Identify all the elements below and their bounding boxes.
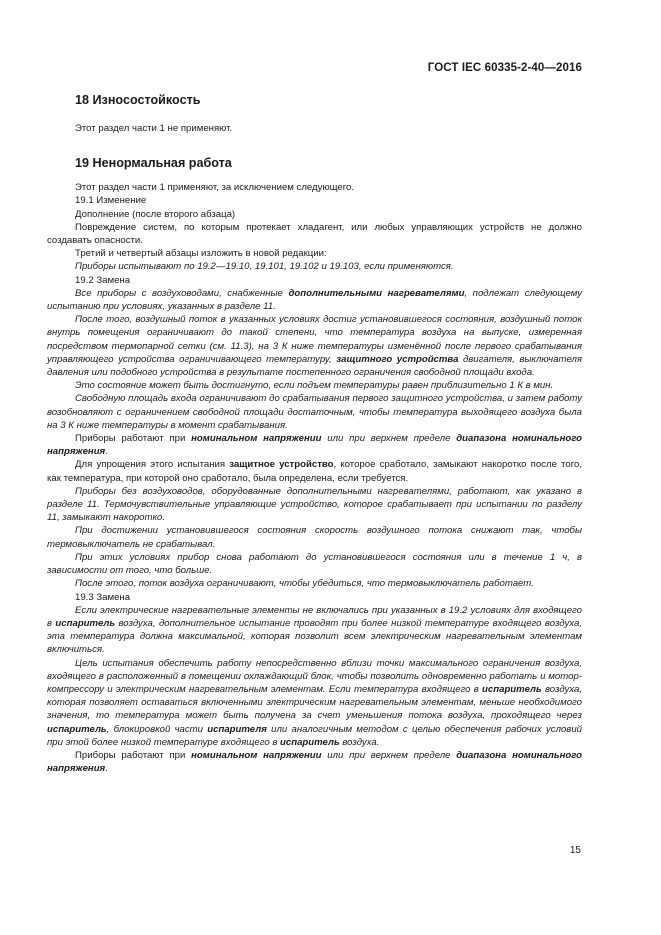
- paragraph-italic: Это состояние может быть достигнуто, если подъем температуры равен приблизительно 1 К в мин.: [75, 380, 554, 392]
- page-number: 15: [569, 845, 581, 856]
- section-19-intro: Этот раздел части 1 применяют, за исключением следующего.: [75, 182, 355, 194]
- section-18-title: 18 Износостойкость: [75, 93, 201, 107]
- paragraph-italic: При достижении установившегося состояния скорость воздушного потока снижают так, чтобы термовыключатель не срабатывал.: [47, 525, 582, 550]
- paragraph-italic: Цель испытания обеспечить работу непосредственно вблизи точки максимального ограничения воздуха, входящего в расположенный в помещении охлаждающий блок, чтобы позволить одновременно работать и мотор-компрессору и электрическим нагревательным элементам. Если температура входящего в испаритель воздуха, которая позволяет оставаться включенными электрическим нагревательным элементам, меньше необходимого значения, то температура может быть получена за счет уменьшения потока воздуха, проходящего через испаритель, блокировкой части испарителя или аналогичным методом с целью обеспечения рабочих условий при этой более низкой температуре входящего в испаритель воздуха.: [47, 657, 582, 748]
- subsection-19-1-head: 19.1 Изменение: [75, 195, 147, 207]
- paragraph: Приборы работают при номинальном напряжении или при верхнем пределе диапазона номинального напряжения.: [47, 433, 582, 458]
- paragraph-italic: Свободную площадь входа ограничивают до срабатывания первого защитного устройства, и затем работу возобновляют с ограничением свободной площади достаточным, чтобы температура выходящего воздуха была на 3 К ниже температуры в момент срабатывания.: [47, 393, 582, 431]
- paragraph: Приборы работают при номинальном напряжении или при верхнем пределе диапазона номинального напряжения.: [47, 749, 582, 775]
- paragraph-italic: Все приборы с воздуховодами, снабженные дополнительными нагревателями, подлежат следующему испытанию при условиях, указанных в разделе 11.: [47, 287, 582, 313]
- paragraph: Для упрощения этого испытания защитное устройство, которое сработало, замыкают накоротко после того, как температура, при которой оно сработало, была определена, если требуется.: [47, 459, 582, 484]
- paragraph-italic: Приборы испытывают по 19.2—19.10, 19.101, 19.102 и 19.103, если применяются.: [75, 261, 454, 273]
- paragraph-italic: Приборы без воздуховодов, оборудованные дополнительными нагревателями, работают, как указано в разделе 11. Термочувствительные управляющие устройство, которое срабатывает при испытании по разделу 11, замыкают накоротко.: [47, 485, 582, 524]
- section-19-title: 19 Ненормальная работа: [75, 156, 232, 171]
- section-18-text: Этот раздел части 1 не применяют.: [75, 123, 233, 134]
- paragraph-italic: После того, воздушный поток в указанных условиях достиг установившегося состояния, воздушный поток внутрь помещения ограничивают до такой степени, что температура воздуха на выпуске, измеренная посредством термопарной сетки (см. 11.3), на 3 К ниже температуры изменённой после первого срабатывания управляющего устройства ограничивающего температуру, защитного устройства двигателя, выключателя давления или подобного устройства в результате постепенного ограничения свободной площади входа.: [47, 314, 582, 379]
- paragraph-italic: После этого, поток воздуха ограничивают, чтобы убедиться, что термовыключатель работает.: [75, 578, 534, 590]
- subsection-19-2-head: 19.2 Замена: [75, 274, 131, 286]
- paragraph: Третий и четвертый абзацы изложить в новой редакции:: [75, 248, 327, 260]
- page-content: [47, 92, 582, 775]
- subsection-19-3-head: 19.3 Замена: [75, 591, 131, 603]
- paragraph: Повреждение систем, по которым протекает хладагент, или любых управляющих устройств не должно создавать опасности.: [47, 221, 582, 247]
- paragraph-italic: При этих условиях прибор снова работают до установившегося состояния или в течение 1 ч, в зависимости от того, что больше.: [47, 551, 582, 577]
- subsection-19-1-sub: Дополнение (после второго абзаца): [75, 208, 236, 220]
- paragraph-italic: Если электрические нагревательные элементы не включались при указанных в 19.2 условиях для входящего в испаритель воздуха, дополнительное испытание проводят при более низкой температуре входящего воздуха, эта температура должна максимальной, которая позволит всем электрическим нагревательным элементам включиться.: [47, 604, 582, 656]
- standard-code: ГОСТ IEC 60335-2-40—2016: [427, 62, 582, 74]
